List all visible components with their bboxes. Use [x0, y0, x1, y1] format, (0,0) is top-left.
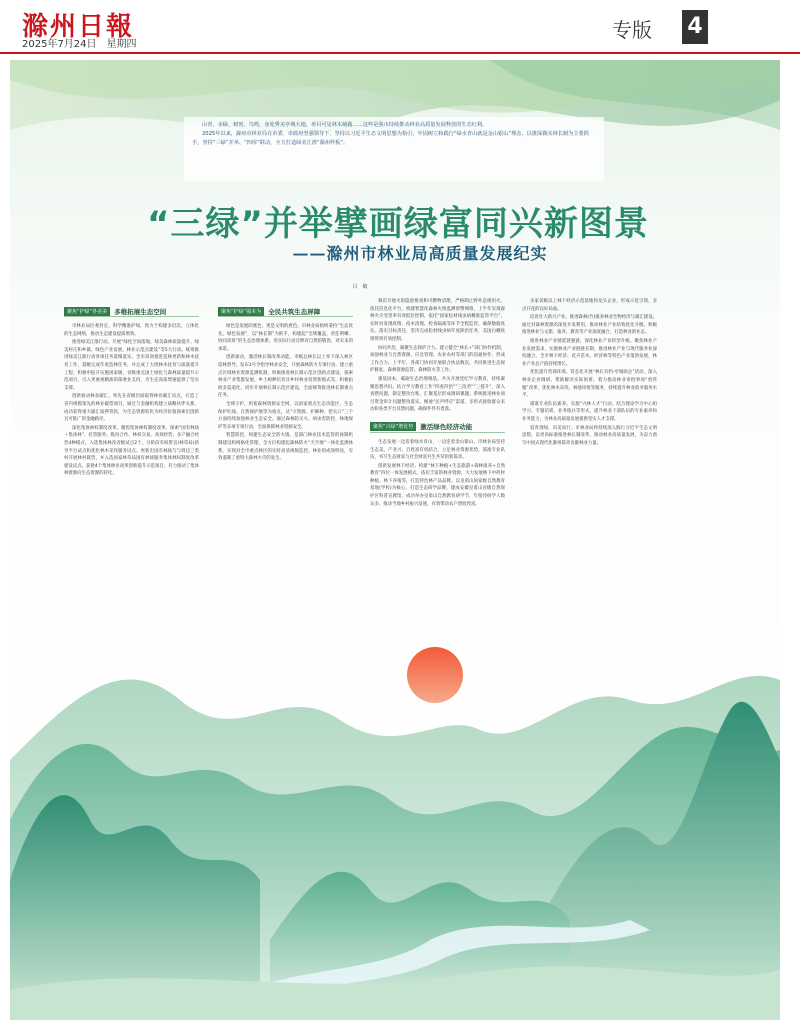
- section-tag: 聚焦“护绿”各美美: [64, 307, 110, 316]
- masthead-rule: [0, 52, 800, 54]
- section-tag: 聚焦“兴绿”增优势: [370, 422, 416, 431]
- paragraph: 深化集体林权制度改革。聚焦集体林权制度改革，探索“国有林场＋集体林”、托管服务、股份合作、林权交易、高效经营、多产融合经营4种模式。入选集体林改省级试点2个，分阶段有权带宣(林草局)新享平台试点和优化林木采伐服务试点。更新出国有林场与与周边三类村开展林村联营，并入选国家林草局国有林场服务集体林权制度改革建设试点。获批4个集体林业改革创新提升示范项目，有力推动了集体林资源向生态资源的转化。: [64, 425, 199, 477]
- section-heading: [218, 306, 353, 317]
- issue-date: 2025年7月24日 星期四: [22, 39, 137, 50]
- paragraph: 生态发展一边连着绿水青山，一边连着金山银山。市林业局坚持生态美、产业兴、百姓富有机结合，立足林业资源优势，锚准专业队伍，书写生态财富与社会财富共生共荣的新篇章。: [370, 439, 505, 461]
- byline: 吕 敏: [352, 284, 368, 290]
- intro-box: [184, 117, 604, 181]
- article-column-3: [370, 298, 505, 509]
- article-column-4: [522, 298, 657, 448]
- section-title: 激活绿色经济动能: [420, 423, 473, 432]
- article-column-2: [218, 298, 353, 464]
- paragraph: 创新驱动，激活林长制改革动能。市级总林长以上率下深入林区巡林督导，发布1号令指导林业安全，开展森林防火专项行动。建立重点区域林业资源监测机制，积极推进林长制示范区创新点建设，探索林业产业集群发展，乡土树种培育及乡村林业投资新模式等，积极拓展多渠道化，同步开展林长制示范区建设，全面统筹推进林长制重点任务。: [218, 355, 353, 399]
- paragraph: 协同共治，凝聚生态保护合力。建立健全“林长+”部门协作机制，加强林业与自然资源、应急管理、农业农村等部门的沟通协作，形成工作合力。上半年，各部门协同开展联合执法数次，共同推进生态保护修复、森林资源监管、森林防火等工作。: [370, 345, 505, 374]
- paragraph: 频次开展火险隐患排查和可燃物清理，严格制止野外违规用火。依托信息化平台，构建智慧化森林火情监测预警网络，上半年实现森林火灾受害率有效低位控制。依托“国家松材线虫病精准监管平台”，实时对发现疫情、疫木清理、检查隔离等环节全程监管，确保数据真实。落实目标责任，坚决完成松材线虫病年度除治任务，美国白蛾疫情得到有效控制。: [370, 299, 505, 342]
- subheadline: ——滁州市林业局高质量发展纪实: [292, 244, 548, 263]
- masthead: [0, 0, 800, 56]
- paragraph: 创新驱动林业碳汇。率先在省级层面取得林业碳汇试点，打造了省内规模领先的林业碳票项目。通过与金融机构建立战略伙伴关系，成功获得重大碳汇质押贷款，为生态资源转化为经济价值探索出创新且可推广的金融路径。: [64, 394, 199, 423]
- paragraph: 推进绿美江淮行动。开展“绿化空间落地、绿美森林质量提升、绿美村庄和乡镇、绿色产业发展、林业示范点建设”等5大行动。统筹推进绿美江淮行动各项任务落细落实。全市高效推进造林更新和林木抚育工作，超额完成年度造林任务，并完成了大批林木抚育与质量提升工程。积极申报开实施国家级、省级重点国土绿化与森林质量提升示范项目，引入更重视精准的部委业支持，为生态高质增速提供了坚实支撑。: [64, 340, 199, 391]
- paragraph: 锚准专业队伍素养。实施“兴林人才”行动，结合理论学习中心组学习、专题培训、业务练兵等形式，提升林业干部队伍的专业素养和业务能力，为林业高质量发展提供坚实人才支撑。: [522, 401, 657, 422]
- paragraph: 强基固本，砥砺生态治理根基。共关开展党纪学习教育，持续凝聚思想共识。结合学习教育工作“四查四治”“三改善”“三提升”，深入查摆问题，制定整改台账，汇聚基层形成调研课题。系统推进林业项目资金审计问题整改落实。畅通“民声呼应”渠道，多形式接收群众来访和各类平台反馈问题，确保件件有着落。: [370, 376, 505, 413]
- paragraph: 培育壮大新兴产业。推进森林(竹)康养林业生物经济与碳汇建设，通过对森林资源的深度开发利用，推动林业产业结构优化升级。积极推进林业与文旅、康养、教育等产业深度融合，打造林业新业态。: [522, 315, 657, 336]
- paragraph: 全域守护，织密森林资源安全网。以国家重点生态功能区、生态保护红线、自然保护地等为重点，从“守资源、护修种、把关口”三个方面持续加强林业生态安全。通过森林防灭火、病虫害防控、林地保护等多项专项行动，全面保障林业资源安全。: [218, 401, 353, 430]
- paragraph: 绿色是发展的底色，更是文明的底色。市林业局始终秉持“生态优先、绿色发展”，以“林长制”为抓手，构建起“全域覆盖、责任明晰、协同高效”的生态治理体系，用实际行动诠释对自然的敬畏、对未来的承诺。: [218, 324, 353, 352]
- newspaper-name: 滁州日報: [22, 12, 135, 42]
- section-tag: 聚焦“护绿”强本为: [218, 307, 264, 316]
- paragraph: 推进林业产业链延链强链，深化林业产业转型升级。聚焦林业产业发展需求，实施林业产业链链长制，推进林业产业与现代服务业深度融合。全市林下经济、花卉苗木、经济林等特色产业蓬勃发展，林业产业总产值持续增长。: [522, 338, 657, 367]
- page-number: 4: [682, 10, 708, 44]
- section-title: 多维拓展生态空间: [114, 307, 167, 316]
- paragraph: 多家省级以上林下经济示范基地和龙头企业，形成示范引领、多点开花的良好局面。: [522, 299, 657, 312]
- section-heading: [370, 422, 505, 433]
- paragraph: 优化提升营商环境。常态化开展“林长有约·亭城助企”活动，深入林业企业调研，帮助解决实际困难。着力推动林业审批事项“放管服”改革，优化林木采伐、林地审批等服务，持续提升林业政务服务水平。: [522, 370, 657, 399]
- intro-paragraph: 山青、水绿、树密、鸟鸣，身处秀美亭城大地，举目可见林木葳蕤……这些是我市持续推动林业高质量发展释放的生态红利。: [202, 122, 488, 128]
- sun-graphic: [407, 647, 463, 703]
- paragraph: 智慧防控，构建生态安全防火墙。是部门林业技术监管的体制机制建设和网格化管理，全方位构建起森林防火“天空地”一体化监测体系，实现对全市重点林区的实时高清视频监控。林业的成效明显，有效遏制了重特大森林火灾的发生。: [218, 433, 353, 462]
- paragraph: 创新发展林下经济。构建“林下种植+生态旅游+森林康养+自然教育”四位一体发展模式，依托丰富的林业资源，大力发展林下中药材种植、林下养殖等，打造特色林产品品牌。以皇甫山国家级自然教育基地(学校)为核心，打造生态研学品牌，建成安徽皇甫山省级自然保护区科普宣教馆，成功举办皇甫山自然教育研学节，年接待研学人数众多。推动当地乡村振兴发展，有效带动农户增收致富。: [370, 463, 505, 507]
- section-label: 专版: [612, 18, 652, 42]
- intro-paragraph: 2025年以来，滁州市林业局在市委、市政府坚强领导下，坚持以习近平生态文明思想为指引，牢固树立和践行“绿水青山就是金山银山”理念，以推深做实林长制为主要抓手，坚持“三绿”并举、“四库”联动，全力打造绿美江淮“滁州样板”。: [192, 131, 589, 146]
- paragraph: 市林业局区委封定、科学精准护绿，致力于构建多层次、立体化的生态网络，推动生态建设提质增效。: [64, 324, 199, 337]
- headline: “三绿”并举擘画绿富同兴新图景: [147, 204, 649, 244]
- section-title: 全民共筑生态屏障: [268, 307, 321, 316]
- article-column-1: [64, 298, 199, 479]
- section-heading: [64, 306, 199, 317]
- paragraph: 追青逐绿，向美而行。市林业局将持续深入践行习近平生态文明思想，以更高标准推进林长制改革，推动林业高质量发展，为奋力谱写中国式现代化滁州篇章贡献林业力量。: [522, 425, 657, 446]
